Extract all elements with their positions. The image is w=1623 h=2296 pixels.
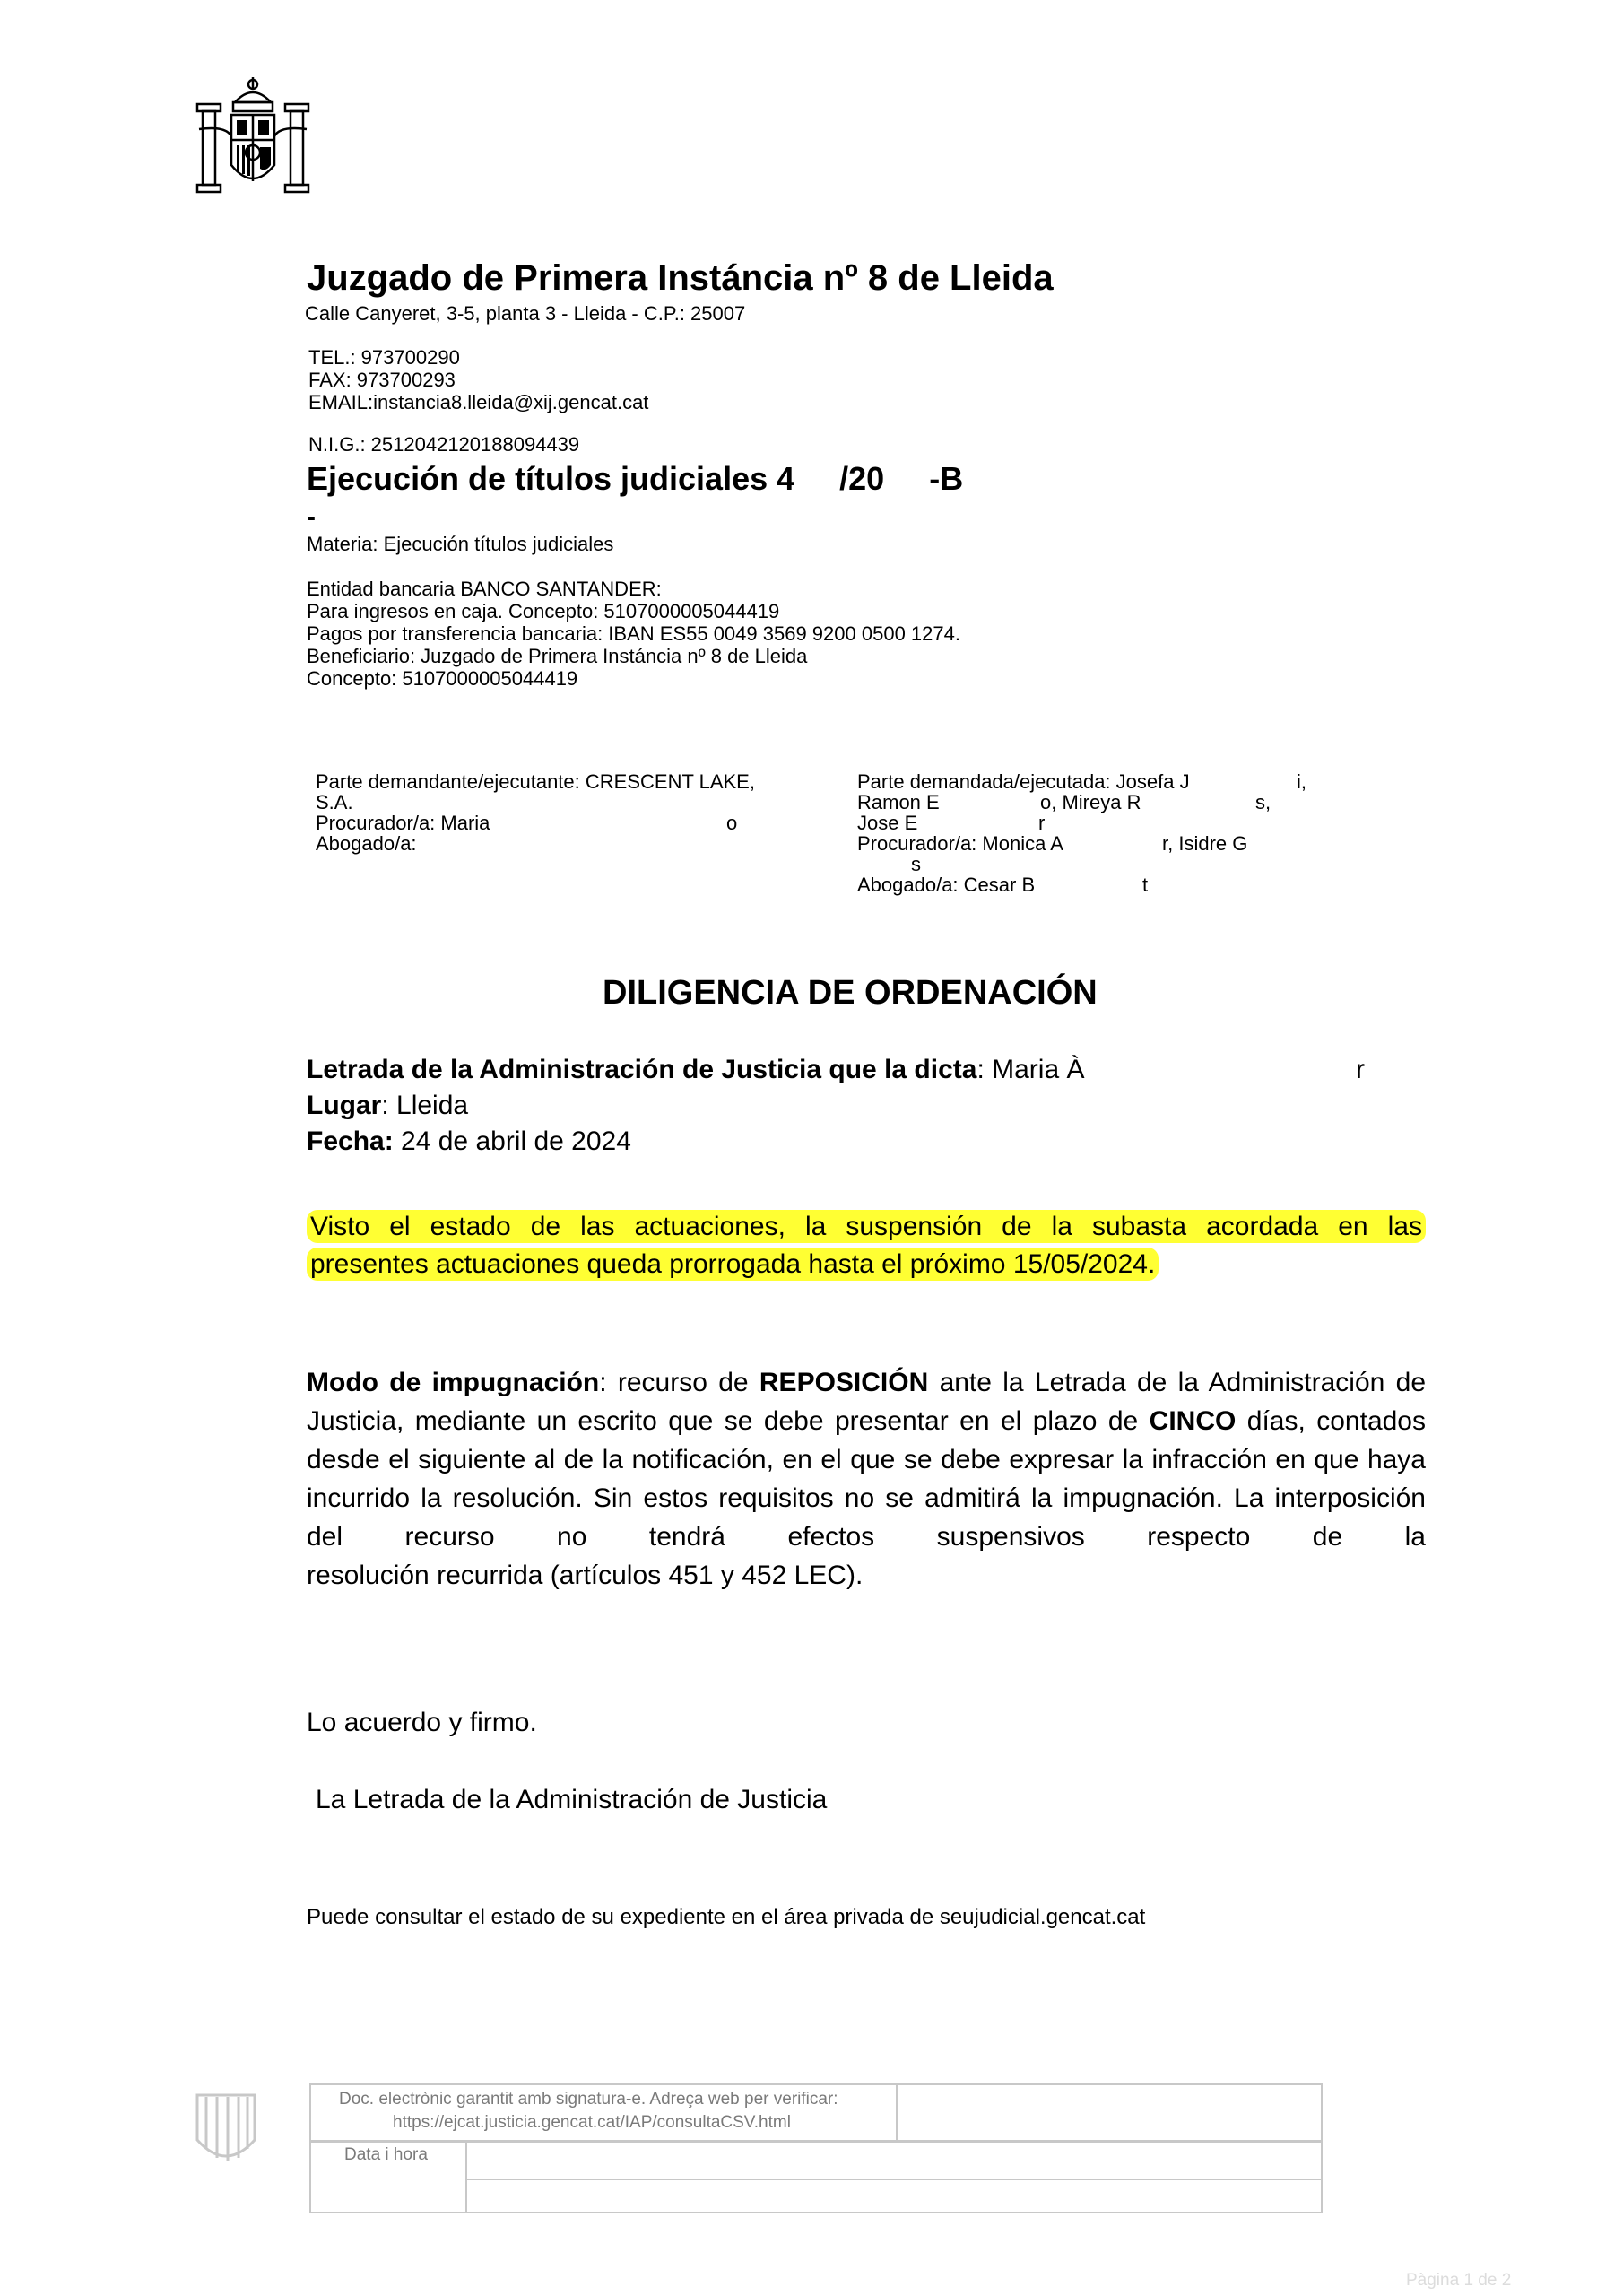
- letrada-line: [307, 1055, 1084, 1085]
- bank-entity: Entidad bancaria BANCO SANTANDER:: [307, 578, 662, 600]
- court-fax: FAX: 973700293: [308, 369, 456, 391]
- court-email: EMAIL:instancia8.lleida@xij.gencat.cat: [308, 391, 649, 413]
- lugar-line: [307, 1091, 468, 1121]
- impugnation-paragraph: [307, 1363, 1426, 1595]
- defendant-line: Jose E: [857, 812, 918, 834]
- fecha-line: [307, 1126, 631, 1157]
- redacted-fragment: s: [911, 853, 921, 875]
- lugar-label: Lugar: [307, 1091, 382, 1120]
- highlight-line-2: presentes actuaciones queda prorrogada hasta el próximo 15/05/2024.: [307, 1248, 1159, 1281]
- letrada-value: : Maria À: [976, 1055, 1085, 1084]
- defendant-abogado: Abogado/a: Cesar B: [857, 874, 1036, 896]
- defendant-procurador: Procurador/a: Monica A: [857, 832, 1063, 855]
- plaintiff-abogado: Abogado/a:: [316, 832, 417, 855]
- impug-text: : recurso de: [599, 1368, 759, 1397]
- lugar-value: : Lleida: [381, 1091, 469, 1120]
- closing-line: Lo acuerdo y firmo.: [307, 1708, 537, 1737]
- plaintiff-procurador: Procurador/a: Maria: [316, 812, 490, 834]
- highlighted-paragraph: [307, 1208, 1426, 1283]
- letrada-label: Letrada de la Administración de Justicia que la dicta: [307, 1055, 977, 1084]
- plaintiff-line: S.A.: [316, 791, 353, 813]
- procedure-dash: -: [307, 502, 316, 532]
- bank-cash: Para ingresos en caja. Concepto: 5107000005044419: [307, 600, 780, 622]
- redacted-fragment: r: [1356, 1055, 1365, 1084]
- spanish-coat-of-arms-icon: [190, 75, 316, 208]
- redacted-fragment: i,: [1297, 770, 1306, 793]
- impug-label: Modo de impugnación: [307, 1368, 600, 1397]
- page-number: Pàgina 1 de 2: [1406, 2271, 1512, 2290]
- seu-notice: Puede consultar el estado de su expediente en el área privada de seujudicial.gencat.cat: [307, 1905, 1146, 1929]
- plaintiff-line: Parte demandante/ejecutante: CRESCENT LAKE,: [316, 770, 755, 793]
- court-address: Calle Canyeret, 3-5, planta 3 - Lleida - C.P.: 25007: [305, 302, 746, 325]
- court-contact: [308, 346, 648, 413]
- defendant-line: Parte demandada/ejecutada: Josefa J: [857, 770, 1190, 793]
- defendant-line: Ramon E: [857, 791, 940, 813]
- redacted-fragment: r: [1038, 812, 1046, 834]
- impug-last-line: resolución recurrida (artículos 451 y 452 LEC).: [307, 1561, 864, 1590]
- document-title: DILIGENCIA DE ORDENACIÓN: [603, 974, 1098, 1012]
- verify-text: Doc. electrònic garantit amb signatura-e. Adreça web per verificar:: [339, 2090, 838, 2109]
- materia: Materia: Ejecución títulos judiciales: [307, 533, 614, 555]
- highlight-line-1: Visto el estado de las actuaciones, la suspensión de la subasta acordada en las: [307, 1210, 1426, 1243]
- fecha-value: 24 de abril de 2024: [393, 1126, 631, 1156]
- redacted-fragment: o: [726, 812, 738, 834]
- verify-url[interactable]: https://ejcat.justicia.gencat.cat/IAP/consultaCSV.html: [393, 2113, 791, 2132]
- court-name: Juzgado de Primera Instáncia nº 8 de Lleida: [307, 258, 1054, 298]
- bank-concept: Concepto: 5107000005044419: [307, 667, 578, 690]
- impug-reposicion: REPOSICIÓN: [759, 1368, 929, 1397]
- bank-transfer: Pagos por transferencia bancaria: IBAN ES55 0049 3569 9200 0500 1274.: [307, 622, 960, 645]
- redacted-fragment: o, Mireya R: [1040, 791, 1141, 813]
- impug-cinco: CINCO: [1149, 1406, 1237, 1436]
- bank-details: [307, 578, 960, 690]
- redacted-fragment: t: [1142, 874, 1149, 896]
- catalan-seal-icon: [194, 2090, 258, 2170]
- fecha-label: Fecha:: [307, 1126, 394, 1156]
- impug-text: ante la Letrada de la Administración de Justicia, mediante un escrito que se debe presentar en el plazo de: [307, 1368, 1427, 1436]
- impug-text: días, contados desde el siguiente al de la notificación, en el que se debe expresar la infracción en que haya incurrido la resolución. Sin estos requisitos no se admitirá la impugnación. La interposición del recurso no tendrá efectos suspensivos respecto de la: [307, 1406, 1426, 1552]
- redacted-fragment: s,: [1255, 791, 1271, 813]
- procedure-title: Ejecución de títulos judiciales 4 /20 -B: [307, 460, 964, 497]
- nig-number: N.I.G.: 2512042120188094439: [308, 433, 580, 456]
- date-time-label: Data i hora: [344, 2145, 428, 2164]
- court-tel: TEL.: 973700290: [308, 346, 460, 369]
- bank-beneficiary: Beneficiario: Juzgado de Primera Instáncia nº 8 de Lleida: [307, 645, 808, 667]
- signer-title: La Letrada de la Administración de Justicia: [316, 1785, 828, 1814]
- redacted-fragment: r, Isidre G: [1162, 832, 1248, 855]
